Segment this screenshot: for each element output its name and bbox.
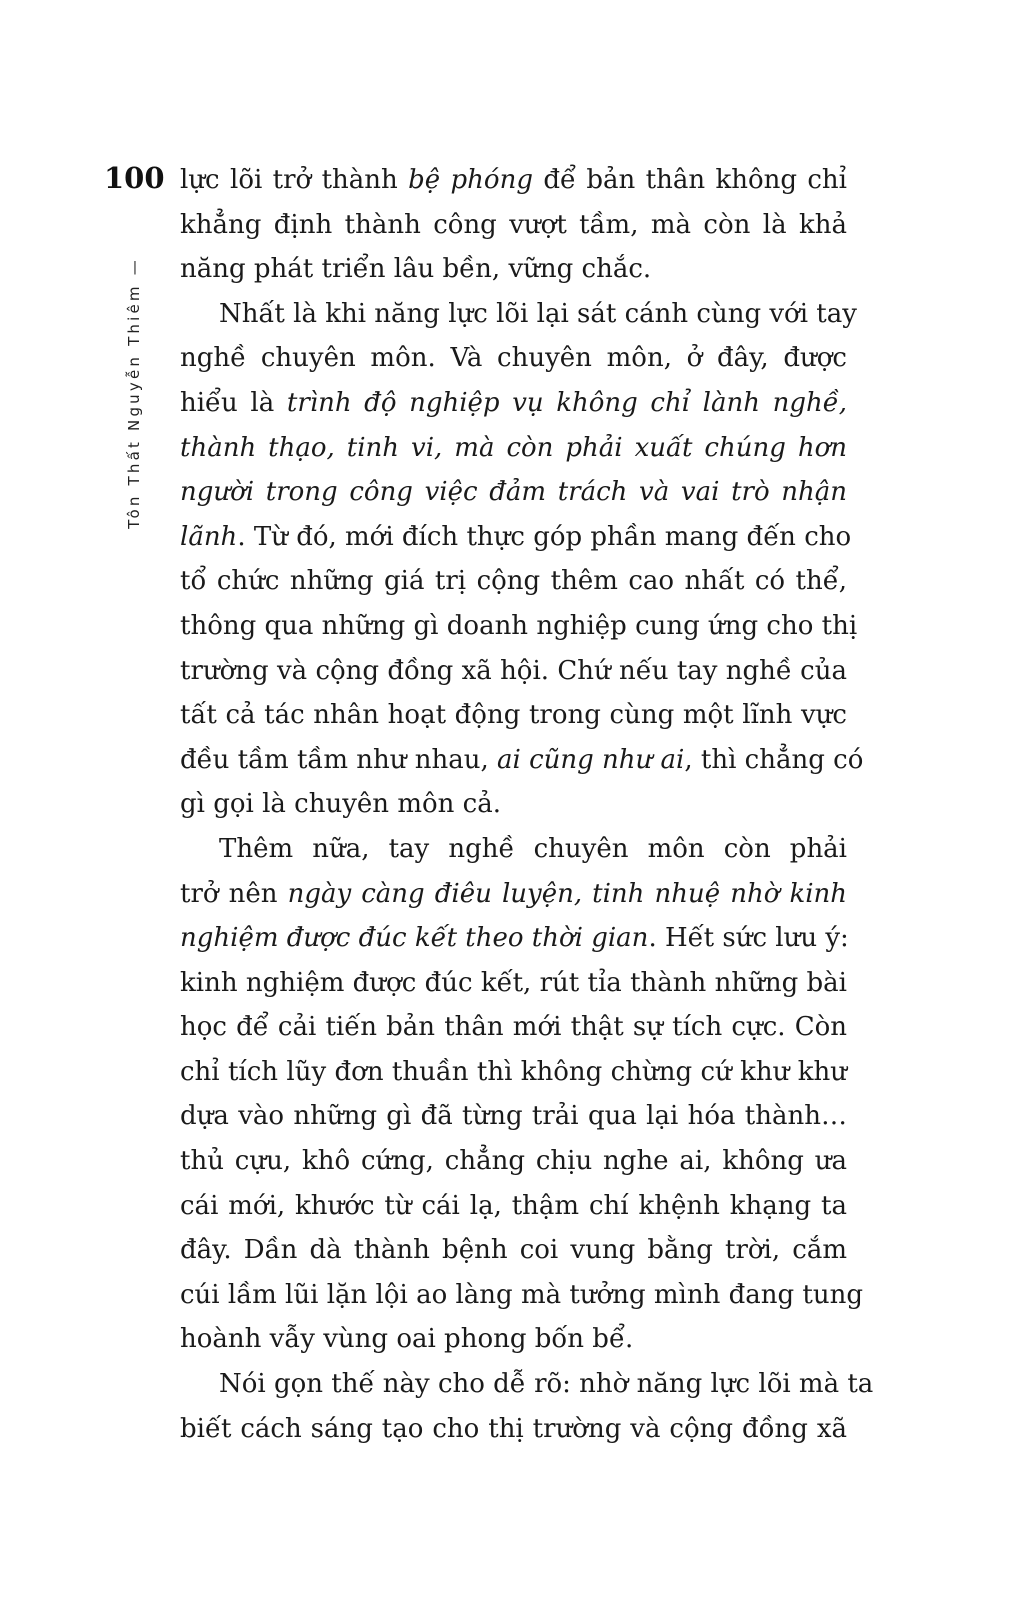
text-line [180, 1139, 847, 1184]
text-line [180, 292, 857, 337]
paragraph [180, 827, 863, 1362]
page-number: 100 [104, 161, 165, 195]
text-span: đây. Dần dà thành bệnh coi vung bằng trời, cắm [180, 1235, 847, 1266]
text-line [180, 559, 847, 604]
text-line [180, 426, 847, 471]
text-span: hoành vẫy vùng oai phong bốn bể. [180, 1324, 634, 1355]
text-line [180, 381, 847, 426]
text-span: cúi lầm lũi lặn lội ao làng mà tưởng mình đang tung [180, 1279, 863, 1310]
paragraph [180, 158, 847, 292]
text-line [180, 515, 852, 560]
italic-span: trình độ nghiệp vụ không chỉ lành nghề, [286, 387, 847, 418]
text-span: để bản thân không chỉ [532, 165, 847, 195]
text-line [180, 203, 847, 248]
text-line [180, 247, 847, 292]
text-span: khẳng định thành công vượt tầm, mà còn là khả [180, 209, 847, 240]
text-span: kinh nghiệm được đúc kết, rút tỉa thành những bài [180, 967, 847, 998]
text-span: chỉ tích lũy đơn thuần thì không chừng cứ khư khư [180, 1056, 847, 1087]
text-line [180, 1317, 847, 1362]
text-span: tổ chức những giá trị cộng thêm cao nhất có thể, [180, 566, 847, 597]
text-line [180, 1273, 863, 1318]
running-head [120, 228, 148, 558]
text-line [180, 693, 847, 738]
text-span: . Từ đó, mới đích thực góp phần mang đến cho [237, 521, 852, 552]
italic-span: ngày càng điêu luyện, tinh nhuệ nhờ kinh [287, 878, 848, 909]
text-span: nghề chuyên môn. Và chuyên môn, ở đây, được [180, 343, 847, 374]
text-line [180, 1184, 847, 1229]
text-span: Nhất là khi năng lực lõi lại sát cánh cùng với tay [219, 298, 857, 329]
text-span: , thì chẳng có [684, 744, 864, 775]
text-span: Nói gọn thế này cho dễ rõ: nhờ năng lực lõi mà ta [219, 1369, 874, 1400]
text-line [180, 827, 847, 872]
text-line [180, 1050, 847, 1095]
text-span: dựa vào những gì đã từng trải qua lại hóa thành… [180, 1101, 847, 1132]
text-line [180, 604, 858, 649]
text-span: học để cải tiến bản thân mới thật sự tích cực. Còn [180, 1012, 847, 1043]
text-line [180, 1228, 847, 1273]
text-line [180, 1094, 847, 1139]
italic-span: bệ phóng [408, 165, 533, 195]
text-span: . Hết sức lưu ý: [648, 923, 849, 954]
text-line [180, 961, 847, 1006]
text-span: tất cả tác nhân hoạt động trong cùng một lĩnh vực [180, 700, 847, 731]
paragraph [180, 292, 864, 827]
text-span: biết cách sáng tạo cho thị trường và cộng đồng xã [180, 1413, 847, 1444]
text-line [180, 782, 847, 827]
text-span: lực lõi trở thành [180, 165, 409, 195]
text-line [180, 1362, 874, 1407]
text-span: Thêm nữa, tay nghề chuyên môn còn phải [219, 833, 847, 864]
text-line [180, 1407, 847, 1452]
text-line [180, 158, 847, 203]
italic-span: nghiệm được đúc kết theo thời gian [180, 923, 649, 954]
text-line [180, 916, 847, 961]
text-span: gì gọi là chuyên môn cả. [180, 789, 501, 820]
italic-span: người trong công việc đảm trách và vai trò nhận [180, 477, 847, 508]
italic-span: ai cũng như ai [497, 744, 685, 775]
text-span: hiểu là [180, 387, 287, 418]
text-span: trở nên [180, 878, 288, 909]
text-span: thủ cựu, khô cứng, chẳng chịu nghe ai, không ưa [180, 1146, 847, 1177]
text-span: đều tầm tầm như nhau, [180, 744, 498, 775]
text-line [180, 872, 847, 917]
text-line [180, 1005, 847, 1050]
text-line [180, 336, 847, 381]
body-text [180, 158, 874, 1451]
italic-span: lãnh [180, 521, 238, 552]
text-line [180, 649, 847, 694]
paragraph [180, 1362, 874, 1451]
running-head-text: Tôn Thất Nguyễn Thiêm — [125, 257, 143, 529]
text-line [180, 738, 864, 783]
text-span: thông qua những gì doanh nghiệp cung ứng cho thị [180, 610, 858, 641]
text-span: trường và cộng đồng xã hội. Chứ nếu tay nghề của [180, 655, 847, 686]
text-line [180, 470, 847, 515]
italic-span: thành thạo, tinh vi, mà còn phải xuất chúng hơn [180, 432, 847, 463]
text-span: cái mới, khước từ cái lạ, thậm chí khệnh khạng ta [180, 1190, 847, 1221]
text-span: năng phát triển lâu bền, vững chắc. [180, 254, 652, 285]
